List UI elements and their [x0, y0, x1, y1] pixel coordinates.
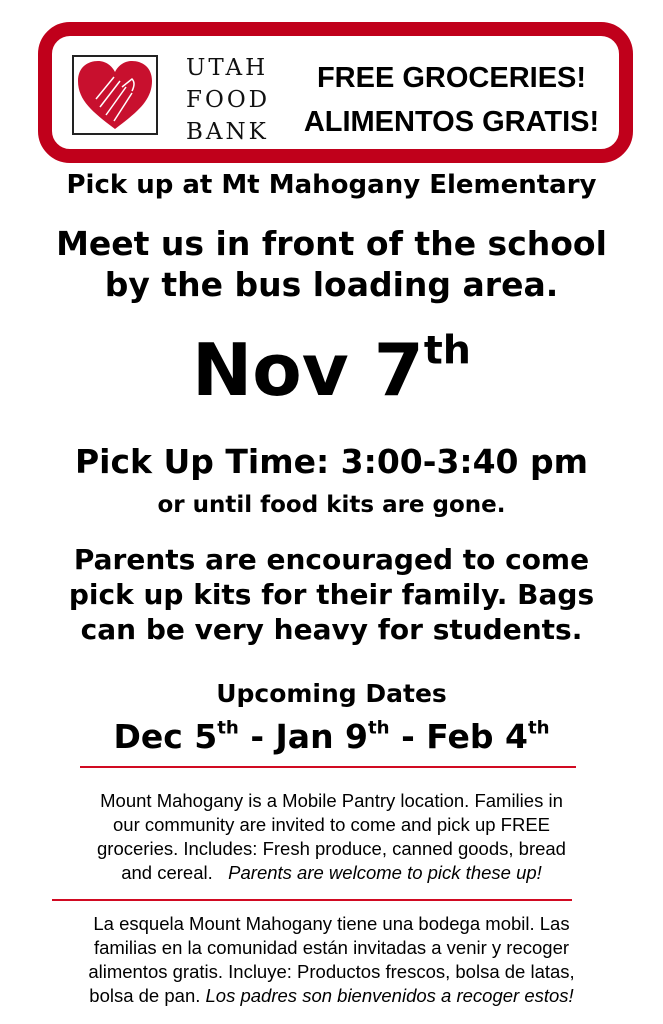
para-line: La esquela Mount Mahogany tiene una bodega mobil. Las — [93, 913, 570, 934]
upcoming-date: Dec 5 — [113, 717, 218, 756]
para-text: and cereal. — [121, 862, 229, 883]
location: Pick up at Mt Mahogany Elementary — [66, 170, 597, 200]
parents-line: Parents are encouraged to come — [73, 543, 590, 576]
headline-spanish: ALIMENTOS GRATIS! — [303, 106, 600, 138]
para-line — [0, 984, 663, 1008]
para-line: Mount Mahogany is a Mobile Pantry location. Families in — [100, 790, 563, 811]
spanish-paragraph — [0, 912, 663, 1008]
separator: - — [389, 717, 427, 756]
para-line: familias en la comunidad están invitadas a venir y recoger — [93, 937, 570, 958]
upcoming-date: Feb 4 — [426, 717, 528, 756]
logo-line: BANK — [186, 119, 269, 145]
headline-english: FREE GROCERIES! — [316, 62, 587, 94]
date-suffix: th — [217, 717, 239, 739]
header-banner — [38, 22, 633, 163]
para-text: bolsa de pan. — [89, 985, 206, 1006]
banner-headline — [284, 56, 619, 144]
separator: - — [238, 717, 276, 756]
pickup-until: or until food kits are gone. — [157, 492, 506, 518]
date-text: Nov 7 — [192, 328, 424, 412]
para-line: our community are invited to come and pick up FREE — [113, 814, 550, 835]
meet-instructions — [0, 223, 663, 305]
utah-food-bank-logo — [72, 55, 158, 135]
parents-line: can be very heavy for students. — [80, 613, 583, 646]
meet-line: by the bus loading area. — [104, 265, 559, 304]
upcoming-title: Upcoming Dates — [216, 679, 447, 708]
date-suffix: th — [527, 717, 550, 739]
para-line: groceries. Includes: Fresh produce, canned goods, bread — [97, 838, 566, 859]
para-italic: Los padres son bienvenidos a recoger estos! — [205, 985, 574, 1006]
logo-wordmark — [186, 52, 270, 148]
para-line — [0, 861, 663, 885]
parents-line: pick up kits for their family. Bags — [68, 578, 595, 611]
date-suffix: th — [423, 327, 471, 374]
divider — [52, 899, 572, 901]
upcoming-dates — [0, 717, 663, 756]
heart-hands-icon — [74, 57, 156, 133]
para-italic: Parents are welcome to pick these up! — [228, 862, 542, 883]
upcoming-date: Jan 9 — [275, 717, 369, 756]
logo-line: FOOD — [186, 87, 271, 113]
date-suffix: th — [368, 717, 390, 739]
logo-line: UTAH — [186, 55, 269, 81]
meet-line: Meet us in front of the school — [56, 224, 607, 263]
divider — [80, 766, 576, 768]
para-line: alimentos gratis. Incluye: Productos frescos, bolsa de latas, — [88, 961, 575, 982]
event-date — [0, 325, 663, 415]
parents-note — [0, 542, 663, 647]
english-paragraph — [0, 789, 663, 885]
pickup-time: Pick Up Time: 3:00-3:40 pm — [74, 442, 589, 481]
